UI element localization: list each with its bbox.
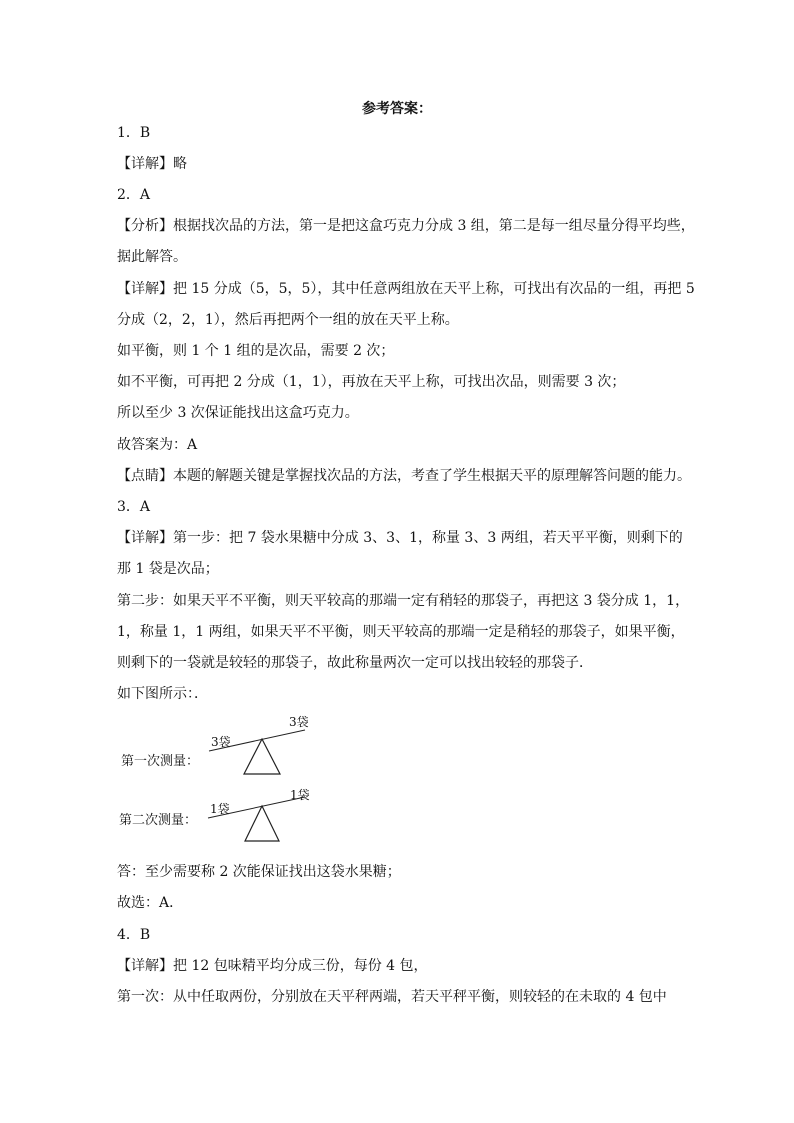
text-line: 3．A <box>117 499 151 515</box>
balance-figure-second <box>117 785 327 855</box>
text-line: 第二步：如果天平不平衡，则天平较高的那端一定有稍轻的那袋子，再把这 3 袋分成 1，1， <box>117 593 690 609</box>
right-pan-label: 1袋 <box>290 788 310 802</box>
text-line: 1．B <box>117 125 151 141</box>
right-pan-label: 3袋 <box>289 715 309 729</box>
text-line: 答：至少需要称 2 次能保证找出这袋水果糖； <box>117 864 401 880</box>
text-line: 第一次：从中任取两份，分别放在天平秤两端，若天平秤平衡，则较轻的在未取的 4 包中 <box>117 989 667 1005</box>
page-title: 参考答案： <box>362 101 432 117</box>
balance-scale-icon <box>117 785 327 855</box>
text-line: 据此解答。 <box>117 249 187 265</box>
text-line: 【详解】把 15 分成（5，5，5），其中任意两组放在天平上称，可找出有次品的一组，再把 5 <box>117 281 695 297</box>
text-line: 【详解】把 12 包味精平均分成三份，每份 4 包， <box>117 958 428 974</box>
text-line: 所以至少 3 次保证能找出这盒巧克力。 <box>117 405 359 421</box>
text-line: 【详解】略 <box>117 156 187 172</box>
text-line: 2．A <box>117 187 151 203</box>
text-line: 如平衡，则 1 个 1 组的是次品，需要 2 次； <box>117 343 395 359</box>
text-line: 故选：A． <box>117 895 184 911</box>
text-line: 如不平衡，可再把 2 分成（1，1），再放在天平上称，可找出次品，则需要 3 次； <box>117 374 626 390</box>
left-pan-label: 1袋 <box>210 802 230 816</box>
figure-label: 第一次测量： <box>121 754 200 769</box>
text-line: 如下图所示：． <box>117 686 208 702</box>
text-line: 【点睛】本题的解题关键是掌握找次品的方法，考查了学生根据天平的原理解答问题的能力。 <box>117 468 691 484</box>
text-line: 【分析】根据找次品的方法，第一是把这盒巧克力分成 3 组，第二是每一组尽量分得平均些， <box>117 218 695 234</box>
balance-scale-icon <box>117 712 327 782</box>
left-pan-label: 3袋 <box>211 735 231 749</box>
text-line: 则剩下的一袋就是较轻的那袋子，故此称量两次一定可以找出较轻的那袋子． <box>117 655 593 671</box>
text-line: 1，称量 1，1 两组，如果天平不平衡，则天平较高的那端一定是稍轻的那袋子，如果平衡， <box>117 624 685 640</box>
text-line: 【详解】第一步：把 7 袋水果糖中分成 3、3、1，称量 3、3 两组，若天平平衡，则剩下的 <box>117 530 683 546</box>
figure-label: 第二次测量： <box>119 813 198 828</box>
text-line: 分成（2，2，1），然后再把两个一组的放在天平上称。 <box>117 312 459 328</box>
balance-figure-first <box>117 712 327 782</box>
text-line: 那 1 袋是次品； <box>117 561 219 577</box>
balance-fulcrum <box>244 739 280 774</box>
text-line: 故答案为：A <box>117 437 198 453</box>
text-line: 4．B <box>117 927 151 943</box>
balance-fulcrum <box>245 806 279 841</box>
